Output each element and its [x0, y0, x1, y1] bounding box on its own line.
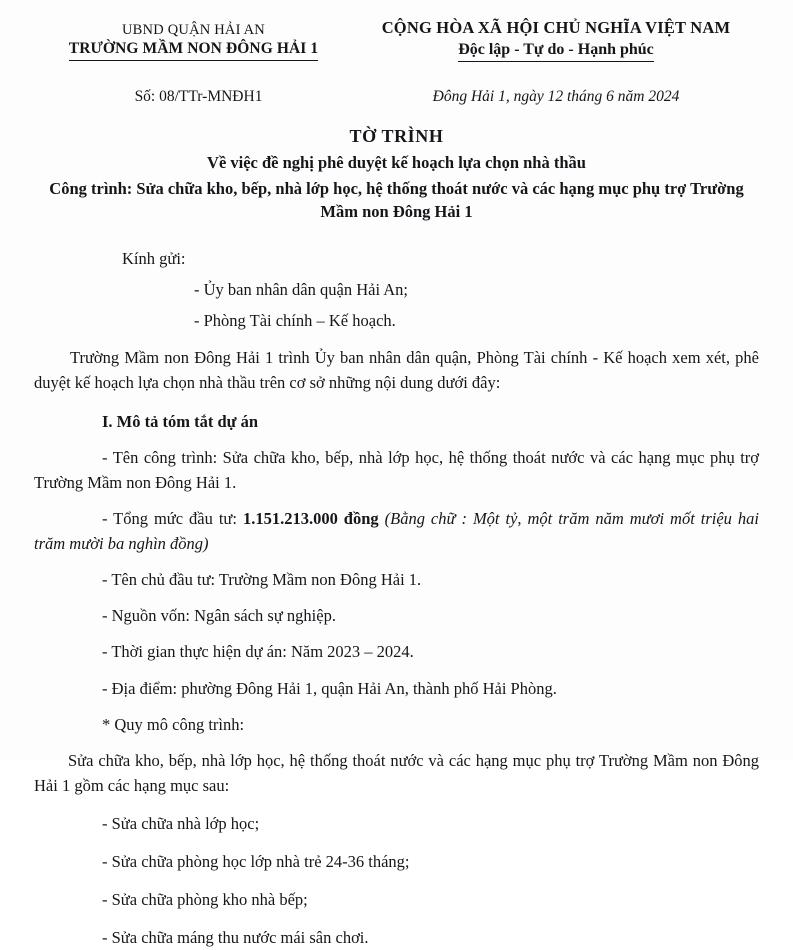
scale-label: * Quy mô công trình:	[102, 714, 245, 734]
document-number: Số: 08/TTr-MNĐH1	[134, 88, 263, 105]
investor-item: - Tên chủ đầu tư: Trường Mầm non Đông Hải 1.	[102, 570, 422, 590]
scale-item-1: - Sửa chữa nhà lớp học;	[102, 813, 260, 833]
parent-organization-name: UBND QUẬN HẢI AN	[122, 22, 265, 38]
national-heading	[353, 18, 759, 62]
country-name: CỘNG HÒA XÃ HỘI CHỦ NGHĨA VIỆT NAM	[381, 18, 731, 37]
investment-total-item	[34, 506, 759, 556]
school-name: TRƯỜNG MẦM NON ĐÔNG HẢI 1	[69, 40, 318, 61]
recipient-item-1: - Ủy ban nhân dân quận Hải An;	[194, 279, 408, 299]
implementation-time-item: - Thời gian thực hiện dự án: Năm 2023 – 2024.	[102, 642, 414, 662]
investment-amount-words: (Bằng chữ : Một tỷ, một trăm năm mươi mốt triệu hai trăm mười ba nghìn đồng)	[34, 509, 759, 554]
document-type-title: TỜ TRÌNH	[349, 126, 444, 146]
section-1-heading: I. Mô tả tóm tắt dự án	[102, 411, 259, 431]
document-title-block	[0, 126, 793, 224]
document-header	[0, 0, 793, 62]
recipients-label: Kính gửi:	[122, 248, 186, 268]
national-motto: Độc lập - Tự do - Hạnh phúc	[458, 41, 654, 62]
intro-paragraph: Trường Mầm non Đông Hải 1 trình Ủy ban nhân dân quận, Phòng Tài chính - Kế hoạch xem xét, phê duyệt kế hoạch lựa chọn nhà thầu trên cơ sở những nội dung dưới đây:	[34, 347, 759, 392]
document-meta	[0, 88, 793, 106]
recipient-item-2: - Phòng Tài chính – Kế hoạch.	[194, 310, 396, 330]
scale-item-2: - Sửa chữa phòng học lớp nhà trẻ 24-36 tháng;	[102, 851, 410, 871]
scale-item-4: - Sửa chữa máng thu nước mái sân chơi.	[102, 928, 369, 948]
investment-label: - Tổng mức đầu tư:	[102, 509, 243, 529]
investment-amount: 1.151.213.000 đồng	[242, 509, 379, 529]
document-body	[0, 246, 793, 950]
scale-paragraph: Sửa chữa kho, bếp, nhà lớp học, hệ thống thoát nước và các hạng mục phụ trợ Trường Mầm non Đông Hải 1 gồm các hạng mục sau:	[34, 750, 759, 795]
location-item: - Địa điểm: phường Đông Hải 1, quận Hải An, thành phố Hải Phòng.	[102, 678, 557, 698]
document-date: Đông Hải 1, ngày 12 tháng 6 năm 2024	[432, 88, 680, 105]
project-name-item: - Tên công trình: Sửa chữa kho, bếp, nhà lớp học, hệ thống thoát nước và các hạng mục phụ trợ Trường Mầm non Đông Hải 1.	[34, 448, 759, 493]
project-title: Công trình: Sửa chữa kho, bếp, nhà lớp học, hệ thống thoát nước và các hạng mục phụ trợ Trường Mầm non Đông Hải 1	[49, 179, 744, 221]
capital-source-item: - Nguồn vốn: Ngân sách sự nghiệp.	[102, 606, 336, 626]
issuing-organization	[34, 18, 353, 61]
scale-item-3: - Sửa chữa phòng kho nhà bếp;	[102, 890, 308, 910]
document-subject: Về việc đề nghị phê duyệt kế hoạch lựa chọn nhà thầu	[207, 153, 586, 172]
